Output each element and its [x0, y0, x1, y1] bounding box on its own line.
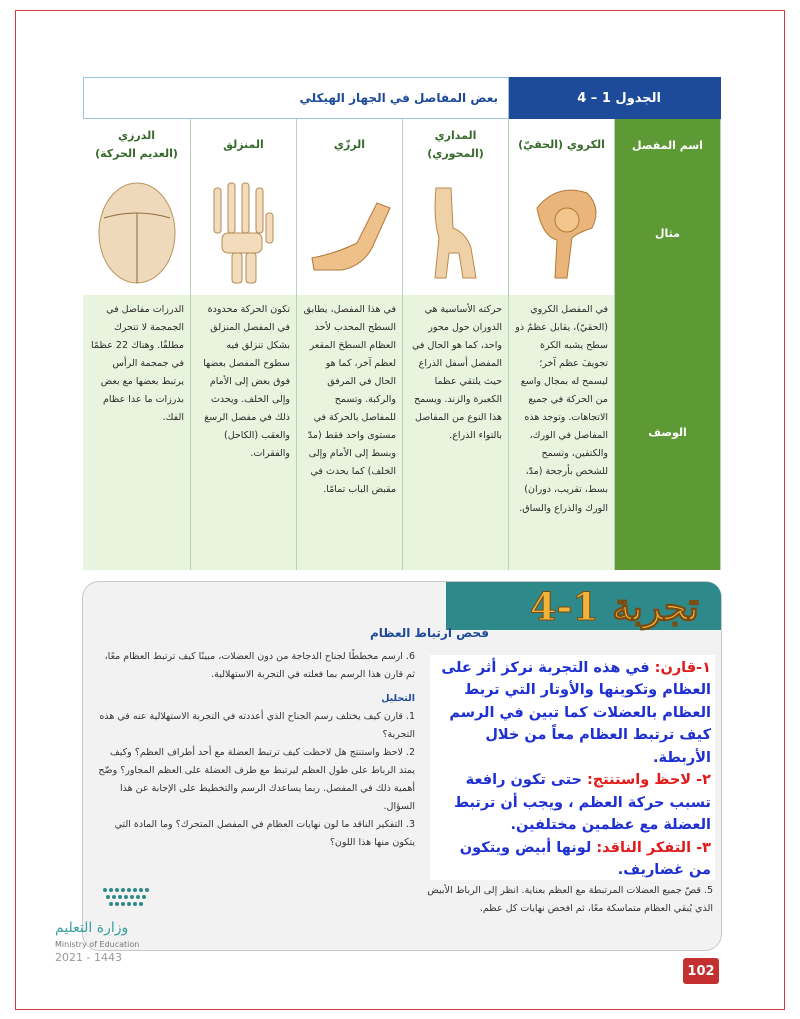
answer-2-text: حتى تكون رافعة تسبب حركة العظم ، ويجب أن ترتبط العضلة مع عظمين مختلفين. — [453, 772, 711, 834]
edition-year: 2021 - 1443 — [55, 951, 122, 964]
joints-table — [83, 77, 721, 570]
analysis-3: 3. التفكير الناقد ما لون نهايات العظام في المفصل المتحرك؟ وما المادة التي يتكون منها هذا اللون؟ — [114, 819, 415, 849]
desc-hinge: في هذا المفصل، يطابق السطح المحدب لأحد العظام السطحَ المقعر لعظم آخر، كما هو الحال في المرفق والركبة. وتسمح للمفاصل بالحركة في مستوى واحد فقط (مدّ وبسط إلى الأمام وإلى الخلف) كما يحدث في مقبض الباب تمامًا. — [297, 295, 403, 570]
skull-suture-image — [83, 171, 191, 295]
col-name: المنزلق — [223, 138, 264, 152]
experiment-header — [446, 582, 721, 630]
row-label-desc: الوصف — [615, 295, 721, 570]
analysis-2: 2. لاحظ واستنتج هل لاحظت كيف ترتبط العضلة مع أحد أطراف العظم؟ وكيف يمتد الرباط على طول العظم ليرتبط مع طرف العضلة على العظم المجاور؟ وضّح أهمية ذلك في المفصل. ربما يساعدك الرسم والتخطيط على الإجابة عن هذا السؤال. — [98, 747, 415, 813]
answer-1-label: ١-قارن: — [654, 660, 711, 676]
table-grid — [83, 119, 721, 570]
experiment-left-column — [93, 648, 415, 853]
desc-suture: الدرزات مفاصل في الجمجمة لا تتحرك مطلقًا. وهناك 22 عظمًا في جمجمة الرأس يرتبط بعضها مع بعض بدرزات ما عدا عظام الفك. — [83, 295, 191, 570]
page-number: 102 — [683, 958, 719, 984]
pivot-joint-image — [403, 171, 509, 295]
step-6: 6. ارسم مخططًا لجناح الدجاجة من دون العضلات، مبينًا كيف ترتبط العظام معًا، ثم قارن هذا الرسم بما فعلته في التجربة الاستهلالية. — [104, 651, 415, 681]
col-name: الرزّي — [333, 138, 366, 152]
col-header-pivot — [403, 119, 509, 171]
col-header-hinge — [297, 119, 403, 171]
row-label-joint: اسم المفصل — [615, 119, 721, 171]
desc-ball: في المفصل الكروي (الحقيّ)، يقابل عظمٌ ذو سطح يشبه الكرة تجويفَ عظم آخر؛ ليسمح له بمجال واسع من الحركة في جميع الاتجاهات. وتوجد هذه المفاصل في الورك، والكتفين، وتسمح للشخص بأرجحة (مدّ، بسط، تقريب، دوران) الورك والذراع والساق. — [509, 295, 615, 570]
ministry-name-ar: وزارة التعليم — [55, 920, 129, 936]
table-title: بعض المفاصل في الجهاز الهيكلي — [83, 77, 509, 119]
analysis-heading: التحليل — [381, 693, 415, 705]
answer-3-text: لونها أبيض ويتكون من غضاريف. — [459, 839, 711, 879]
table-label: الجدول 1 – 4 — [509, 77, 721, 119]
answer-3-label: ٣- التفكر الناقد: — [596, 839, 711, 856]
col-name-sub: (العديم الحركة) — [95, 147, 178, 160]
ministry-name-en: Ministry of Education — [55, 940, 140, 949]
col-name: الدرزي — [117, 129, 155, 143]
hip-joint-image — [509, 171, 615, 295]
ministry-logo-icon — [55, 880, 215, 920]
row-label-example: مثال — [615, 171, 721, 295]
desc-pivot: حركته الأساسية هي الدوران حول محور واحد، كما هو الحال في المفصل أسفل الذراع حيث يلتقي عظما الكعبرة والزند. ويسمح هذا النوع من المفاصل بالتواء الذراع. — [403, 295, 509, 570]
desc-gliding: تكون الحركة محدودة في المفصل المنزلق بشكل تنزلق فيه سطوح المفصل بعضها فوق بعض إلى الأمام وإلى الخلف. ويحدث ذلك في مفصل الرسغ والعقب (الكاحل) والفقرات. — [191, 295, 297, 570]
hinge-joint-image — [297, 171, 403, 295]
answer-2-label: ٢- لاحظ واستنتج: — [587, 772, 711, 789]
answer-overlay — [430, 655, 715, 880]
answer-1-text: في هذه التجربة نركز أثر على العظام وتكوينها والأوتار التي تربط العظام بالعضلات كما تبين في الرسم كيف ترتبط العظام معاً من خلال الأربطة. — [441, 660, 711, 766]
col-name-sub: (المحوري) — [427, 147, 484, 160]
step-5: 5. قصّ جميع العضلات المرتبطة مع العظم بعناية. انظر إلى الرباط الأبيض الذي يُبقي العظام متماسكة معًا، ثم افحص نهايات كل عظم. — [427, 885, 713, 915]
experiment-title: تجربة 1-4 — [530, 584, 699, 629]
col-name: المداري — [434, 129, 477, 143]
col-header-gliding — [191, 119, 297, 171]
col-name: الكروي (الحقيّ) — [518, 138, 605, 152]
col-header-ball — [509, 119, 615, 171]
col-header-suture — [83, 119, 191, 171]
experiment-subtitle: فحص ارتباط العظام — [369, 626, 489, 640]
analysis-1: 1. قارن كيف يختلف رسم الجناح الذي أعددته في التجربة الاستهلالية عنه في هذه التجربة؟ — [99, 711, 415, 741]
gliding-joint-image — [191, 171, 297, 295]
